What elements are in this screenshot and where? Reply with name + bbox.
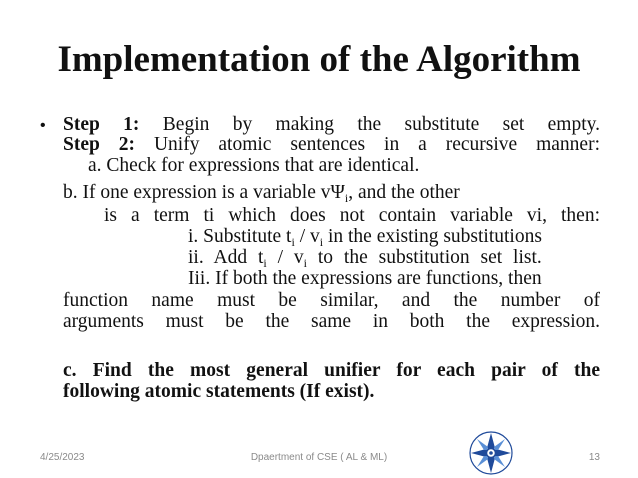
slide-title: Implementation of the Algorithm [57, 39, 581, 80]
step1-line [63, 114, 600, 136]
footer-page-number: 13 [588, 452, 600, 463]
substep-ii-line: ii. Add $t_i / v_i$ to the substitution set list. [188, 247, 542, 270]
step1-text: Begin by making the substitute set empty. [162, 114, 600, 135]
step-c-line-2: following atomic statements (If exist). [63, 381, 375, 402]
function-line-1: function name must be similar, and the number of [63, 290, 600, 311]
step-b-line: b. If one expression is a variable $v\Psi_i$, and the other [63, 182, 460, 205]
step-c-line-1: c. Find the most general unifier for each pair of the [63, 360, 600, 381]
institution-logo-icon [468, 430, 514, 476]
step2-line [63, 134, 600, 156]
step-a-line: a. Check for expressions that are identical. [88, 155, 420, 176]
substep-i-line: i. Substitute $t_i / v_i$ in the existing substitutions [188, 226, 542, 249]
substep-iii-line: Iii. If both the expressions are functions, then [188, 268, 542, 289]
step2-text: Unify atomic sentences in a recursive manner: [153, 134, 600, 155]
step2-label: Step 2: [63, 134, 136, 155]
step1-label: Step 1: [63, 114, 140, 135]
step-b-continuation: is a term ti which does not contain variable vi, then: [104, 205, 600, 226]
function-line-2: arguments must be the same in both the expression. [63, 311, 600, 332]
footer-date: 4/25/2023 [40, 452, 85, 463]
footer-department: Dpaertment of CSE ( AL & ML) [250, 452, 388, 463]
bullet-marker: • [40, 117, 46, 134]
